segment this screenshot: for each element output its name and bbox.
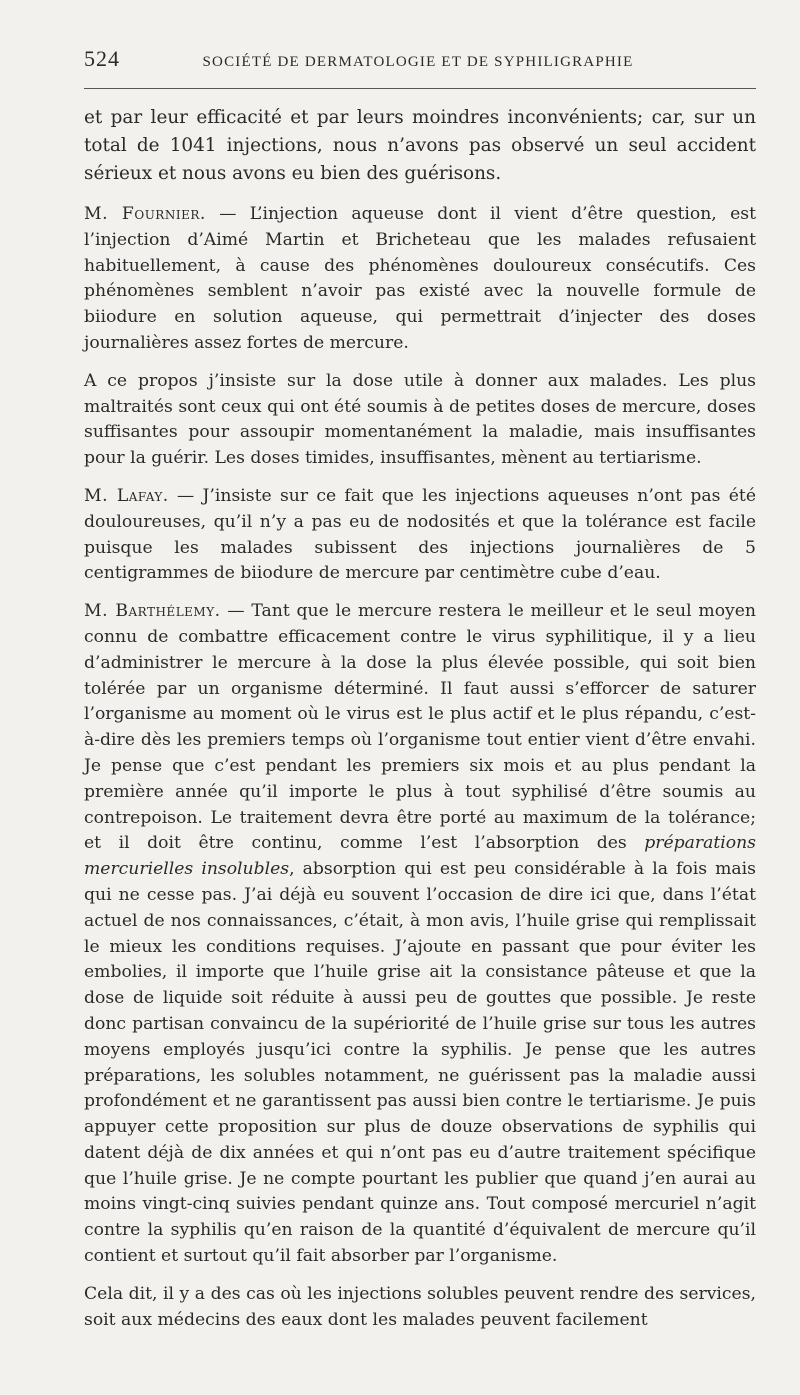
paragraph-barthelemy-italic: préparations mercurielles insolubles [84, 833, 756, 880]
paragraph-intro: et par leur efficacité et par leurs moindres inconvénients; car, sur un total de 1041 injections, nous n’avons pas observé un seul accident sérieux et nous avons eu bien des guérisons. [84, 107, 756, 184]
paragraph-lafay [84, 484, 756, 587]
paragraph-lafay-text: — J’insiste sur ce fait que les injections aqueuses n’ont pas été douloureuses, qu’il n’y a pas eu de nodosités et que la tolérance est facile puisque les malades subissent des injections journalières de 5 centigrammes de biiodure de mercure par centimètre cube d’eau. [84, 485, 756, 584]
speaker-lafay: M. Lafay. [84, 485, 169, 506]
paragraph-dose: A ce propos j’insiste sur la dose utile à donner aux malades. Les plus maltraités sont ceux qui ont été soumis à de petites doses de mercure, doses suffisantes pour assoupir momentanément la maladie, mais insuffisantes pour la guérir. Les doses timides, insuffisantes, mènent au tertiarisme. [84, 370, 756, 469]
paragraph-fournier-text: — L’injection aqueuse dont il vient d’être question, est l’injection d’Aimé Martin et Bricheteau que les malades refusaient habituellement, à cause des phénomènes douloureux consécutifs. Ces phénomènes semblent n’avoir pas existé avec la nouvelle formule de biiodure en solution aqueuse, qui permettrait d’injecter des doses journalières assez fortes de mercure. [84, 204, 756, 353]
paragraph-barthelemy [84, 599, 756, 1270]
speaker-barthelemy: M. Barthélemy. [84, 601, 221, 622]
page-header [84, 46, 756, 76]
page-number: 524 [84, 46, 120, 71]
speaker-fournier: M. Fournier. [84, 204, 206, 224]
body-text [84, 104, 756, 1333]
header-rule [84, 88, 756, 89]
paragraph-barthelemy-text-b: , absorption qui est peu considérable à la fois mais qui ne cesse pas. J’ai déjà eu souvent l’occasion de dire ici que, dans l’état actuel de nos connaissances, c’était, à mon avis, l’huile grise qui remplissait le mieux les conditions requises. J’ajoute en passant que pour éviter les embolies, il importe que l’huile grise ait la consistance pâteuse et que la dose de liquide soit réduite à aussi peu de gouttes que possible. Je reste donc partisan convaincu de la supériorité de l’huile grise sur tous les autres moyens employés jusqu’ici contre la syphilis. Je pense que les autres préparations, les solubles notamment, ne guérissent pas la maladie aussi profondément et ne garantissent pas aussi bien contre le tertiarisme. Je puis appuyer cette proposition sur plus de douze observations de syphilis qui datent déjà de dix années et qui n’ont pas eu d’autre traitement spécifique que l’huile grise. Je ne compte pourtant les publier que quand j’en aurai au moins vingt-cinq suivies pendant quinze ans. Tout composé mercuriel n’agit contre la syphilis qu’en raison de la quantité d’équivalent de mercure qu’il contient et surtout qu’il fait absorber par l’organisme. [84, 859, 756, 1267]
paragraph-barthelemy-text-a: — Tant que le mercure restera le meilleur et le seul moyen connu de combattre efficacement contre le virus syphilitique, il y a lieu d’administrer le mercure à la dose la plus élevée possible, qui soit bien tolérée par un organisme déterminé. Il faut aussi s’efforcer de saturer l’organisme au moment où le virus est le plus actif et le plus répandu, c’est-à-dire dès les premiers temps où l’organisme tout entier vient d’être envahi. Je pense que c’est pendant les premiers six mois et au plus pendant la première année qu’il importe le plus à tout syphilisé d’être soumis au contrepoison. Le traitement devra être porté au maximum de la tolérance; et il doit être continu, comme l’est l’absorption des [84, 601, 756, 854]
running-head: SOCIÉTÉ DE DERMATOLOGIE ET DE SYPHILIGRAPHIE [202, 54, 634, 70]
paragraph-closing: Cela dit, il y a des cas où les injections solubles peuvent rendre des services, soit aux médecins des eaux dont les malades peuvent facilement [84, 1283, 756, 1330]
paragraph-fournier [84, 202, 756, 357]
